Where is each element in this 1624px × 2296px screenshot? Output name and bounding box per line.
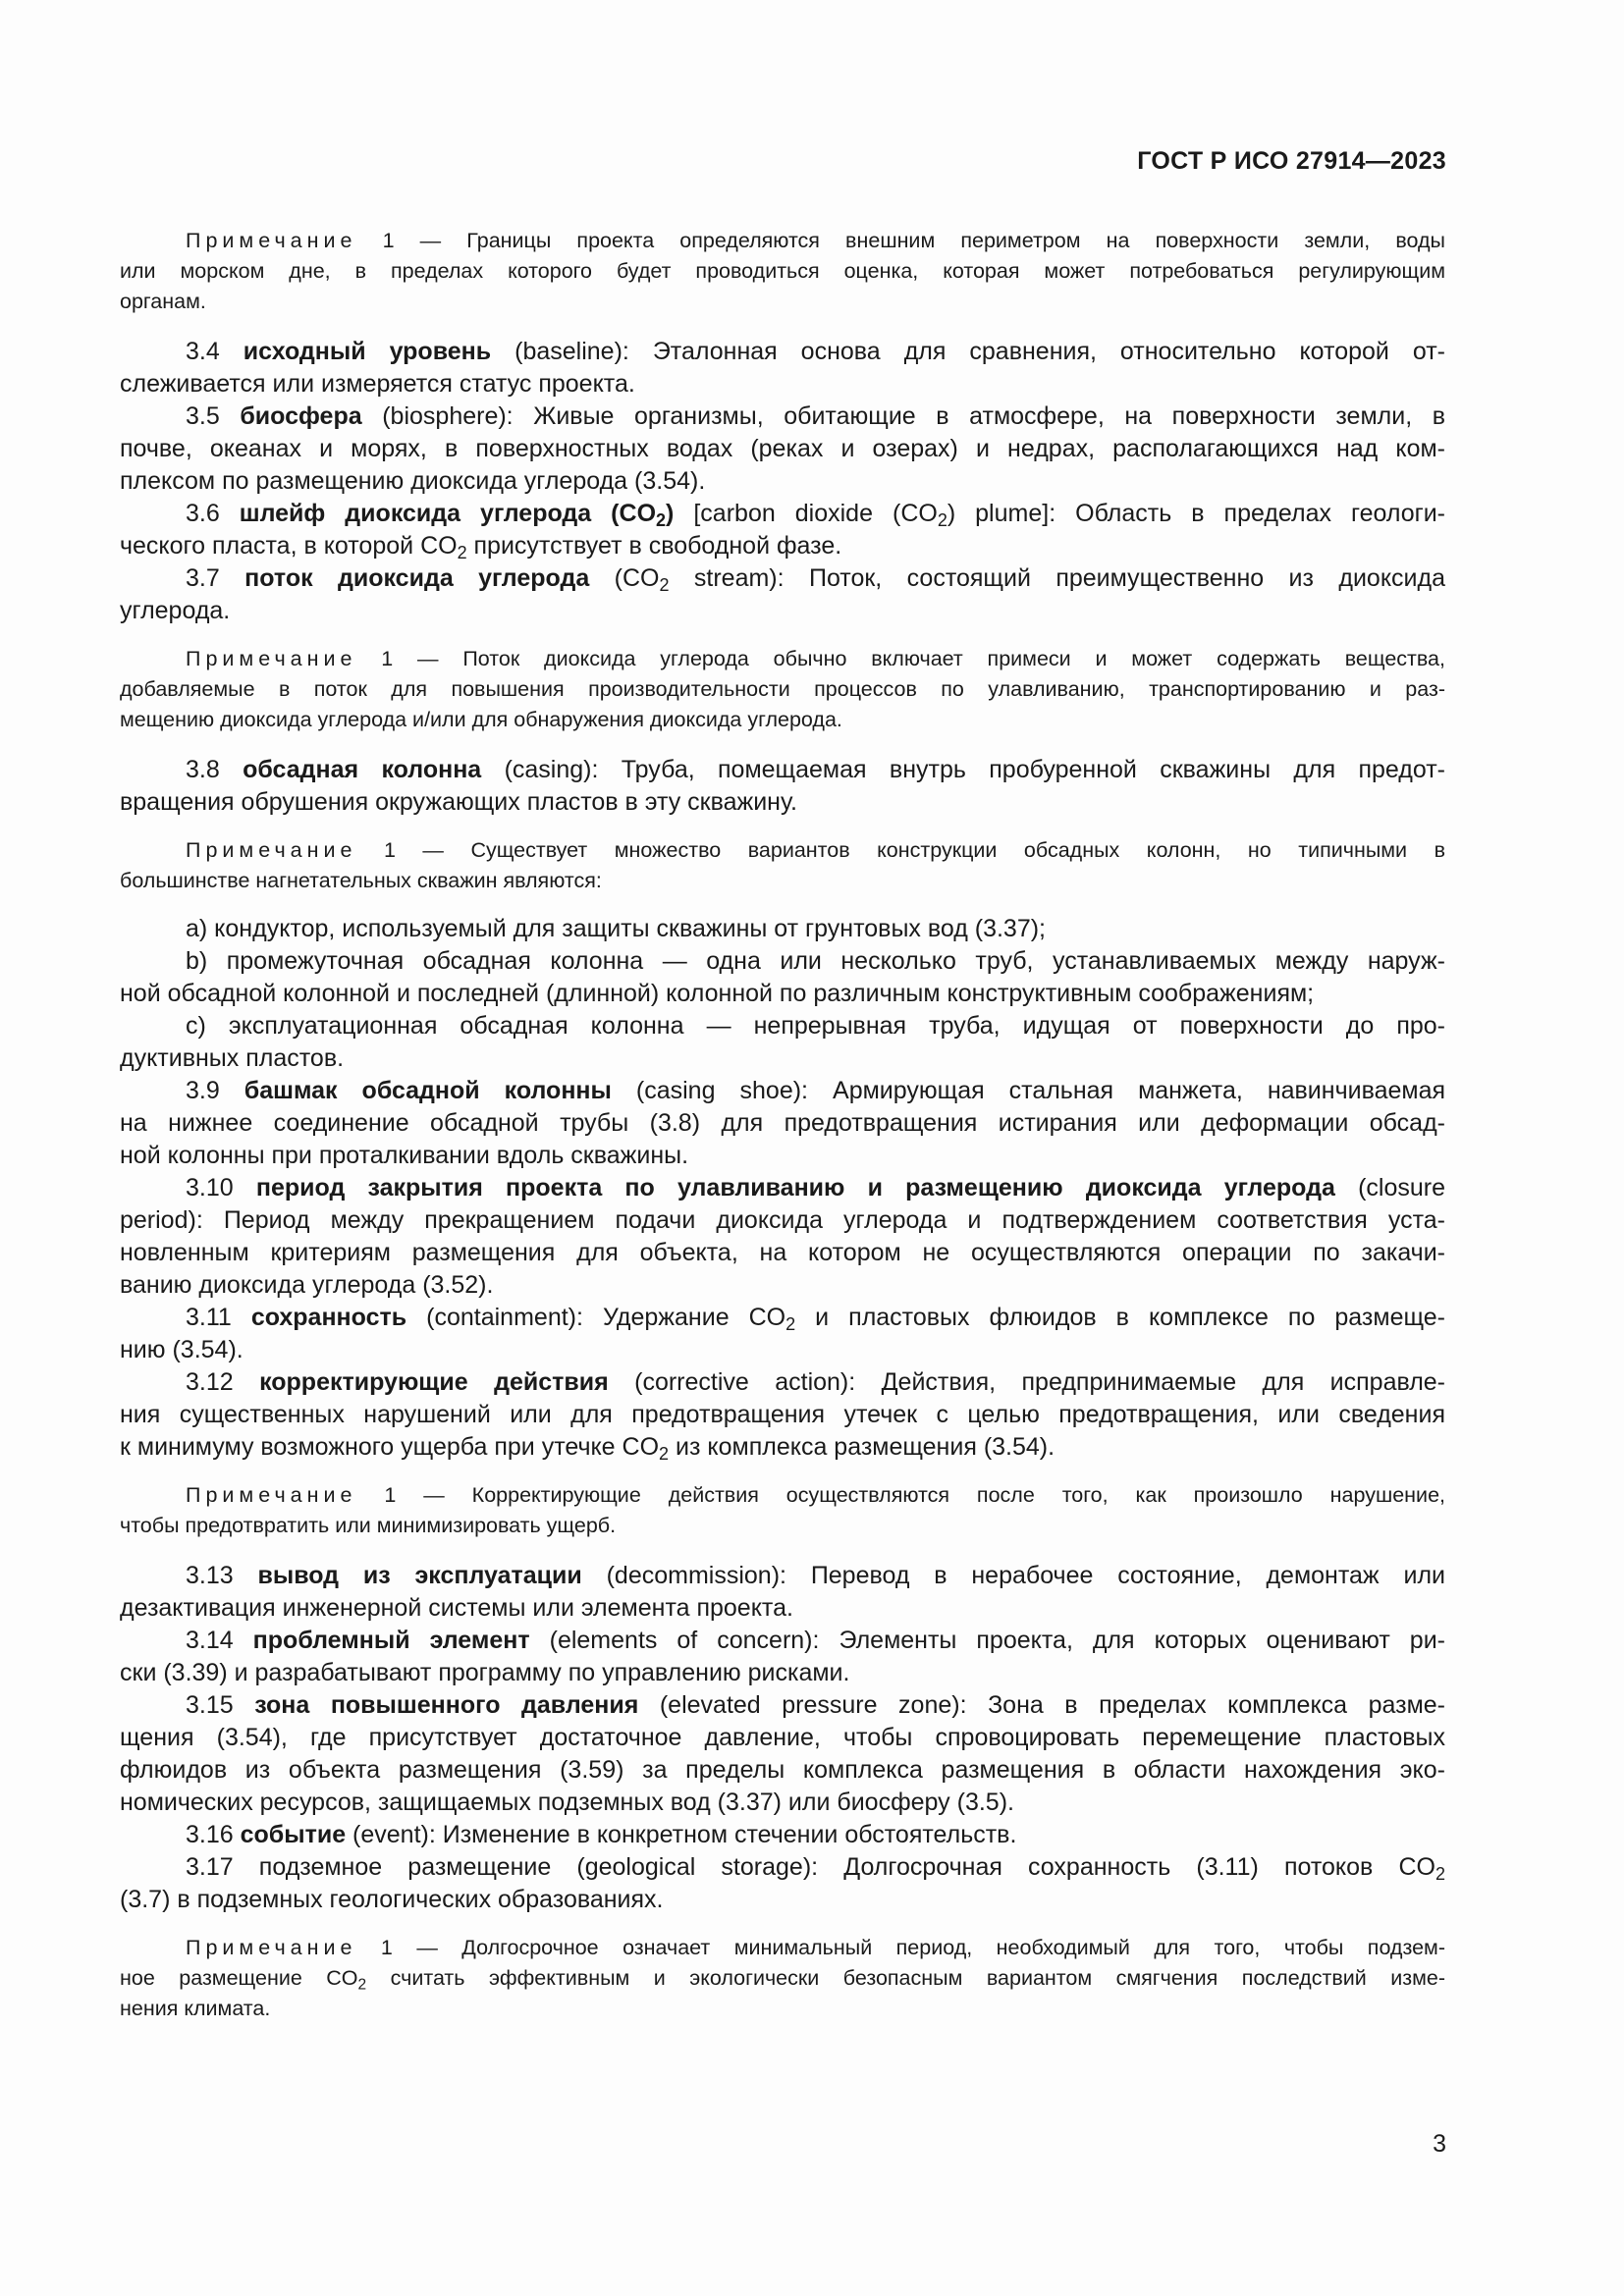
term-number: 3.17 <box>186 1853 259 1881</box>
term-3-9 <box>120 1075 1445 1172</box>
term-name: вывод из эксплуатации <box>257 1562 582 1589</box>
term-definition: подземное размещение (geological storage): Долгосрочная сохранность (3.11) потоков <box>258 1853 1399 1881</box>
term-line <box>120 754 1445 786</box>
term-definition: из комплекса размещения (3.54). <box>669 1433 1056 1461</box>
note-line <box>120 644 1445 674</box>
list-item-c-cont: дуктивных пластов. <box>120 1044 345 1072</box>
term-3-8 <box>120 754 1445 819</box>
note-number: 1 — <box>356 1936 462 1959</box>
note-text: Долгосрочное означает минимальный период, необходимый для того, чтобы подзем- <box>461 1936 1445 1959</box>
term-line <box>120 400 1445 433</box>
term-line: щения (3.54), где присутствует достаточное давление, чтобы спровоцировать перемещение пластовых <box>120 1724 1445 1751</box>
term-definition: присутствует в свободной фазе. <box>466 532 842 560</box>
term-number: 3.13 <box>186 1562 258 1589</box>
term-line: ной колонны при проталкивании вдоль скважины. <box>120 1142 689 1169</box>
term-line <box>120 1689 1445 1722</box>
note-text: считать эффективным и экологически безопасным вариантом смягчения последствий изме- <box>366 1966 1446 1990</box>
subscript: 2 <box>1435 1864 1445 1885</box>
term-definition: Действия, предпринимаемые для исправле- <box>881 1368 1446 1396</box>
term-english: ( <box>589 564 623 592</box>
note-number: 1 — <box>356 229 467 252</box>
term-line: номических ресурсов, защищаемых подземных вод (3.37) или биосферу (3.5). <box>120 1789 1014 1816</box>
term-name-part: ) <box>666 500 675 527</box>
term-definition: Область в пределах геологи- <box>1075 500 1446 527</box>
term-line: ванию диоксида углерода (3.52). <box>120 1271 494 1299</box>
term-english: (biosphere): <box>361 402 534 430</box>
subscript: 2 <box>785 1314 796 1335</box>
term-line: ния существенных нарушений или для предотвращения утечек с целью предотвращения, или сведения <box>120 1401 1445 1428</box>
note-text: Существует множество вариантов конструкции обсадных колонн, но типичными в <box>470 838 1445 862</box>
document-body <box>120 226 1445 2024</box>
term-number: 3.14 <box>186 1627 253 1654</box>
note-text: Корректирующие действия осуществляются после того, как произошло нарушение, <box>471 1483 1446 1507</box>
term-3-13 <box>120 1560 1445 1625</box>
term-line <box>120 530 1445 562</box>
term-line <box>120 1851 1445 1884</box>
note-label: Примечание <box>186 229 357 252</box>
term-line <box>120 1431 1445 1464</box>
term-line: (3.7) в подземных геологических образованиях. <box>120 1886 664 1913</box>
term-3-11 <box>120 1302 1445 1366</box>
term-english: (elements of concern): <box>529 1627 839 1654</box>
term-english: [carbon dioxide ( <box>674 500 901 527</box>
note-co2-stream <box>120 644 1445 735</box>
term-line <box>120 336 1445 368</box>
term-line: ски (3.39) и разрабатывают программу по управлению рисками. <box>120 1659 850 1686</box>
term-line: period): Период между прекращением подачи диоксида углерода и подтверждением соответствия уста- <box>120 1206 1445 1234</box>
note-label: Примечание <box>186 1483 357 1507</box>
term-number: 3.16 <box>186 1821 241 1848</box>
term-line <box>120 1172 1445 1204</box>
term-line: плексом по размещению диоксида углерода (3.54). <box>120 467 706 495</box>
term-definition: к минимуму возможного ущерба при утечке <box>120 1433 623 1461</box>
term-english: ) plume]: <box>947 500 1076 527</box>
term-line: углерода. <box>120 597 231 624</box>
term-english: (corrective action): <box>608 1368 882 1396</box>
note-project-boundary <box>120 226 1445 317</box>
term-3-5 <box>120 400 1445 498</box>
note-line: большинстве нагнетательных скважин являются: <box>120 869 602 892</box>
page-number: 3 <box>1433 2130 1446 2158</box>
term-3-15 <box>120 1689 1445 1819</box>
subscript: 2 <box>937 510 947 531</box>
co-formula: CO <box>622 1433 660 1461</box>
term-definition: Труба, помещаемая внутрь пробуренной скважины для предот- <box>621 756 1445 783</box>
term-definition: ческого пласта, в которой <box>120 532 421 560</box>
term-english: (containment): <box>406 1304 603 1331</box>
term-line <box>120 1560 1445 1592</box>
note-line: нения климата. <box>120 1997 271 2020</box>
term-definition: Зона в пределах комплекса разме- <box>988 1691 1446 1719</box>
term-name: исходный уровень <box>243 338 492 365</box>
note-number: 1 — <box>356 838 471 862</box>
term-number: 3.12 <box>186 1368 260 1396</box>
subscript: 2 <box>357 1976 367 1994</box>
list-item-b-cont: ной обсадной колонной и последней (длинной) колонной по различным конструктивным соображениям; <box>120 980 1315 1007</box>
term-line: дезактивация инженерной системы или элемента проекта. <box>120 1594 793 1622</box>
term-english: (elevated pressure zone): <box>638 1691 989 1719</box>
term-number: 3.6 <box>186 500 240 527</box>
list-item-c: c) эксплуатационная обсадная колонна — непрерывная труба, идущая от поверхности до про- <box>186 1012 1445 1040</box>
term-english: (casing shoe): <box>611 1077 834 1104</box>
term-english: (event): <box>346 1821 443 1848</box>
note-line <box>120 226 1445 256</box>
term-name: сохранность <box>250 1304 407 1331</box>
term-line <box>120 1819 1445 1851</box>
note-line <box>120 1480 1445 1511</box>
note-text: Границы проекта определяются внешним периметром на поверхности земли, воды <box>466 229 1445 252</box>
term-name: зона повышенного давления <box>254 1691 639 1719</box>
term-english: (casing): <box>481 756 622 783</box>
term-line: слеживается или измеряется статус проекта. <box>120 370 635 398</box>
term-english: (decommission): <box>581 1562 811 1589</box>
note-number: 1 — <box>356 647 463 670</box>
subscript: 2 <box>659 1444 670 1465</box>
term-3-6 <box>120 498 1445 562</box>
note-line <box>120 835 1445 866</box>
term-3-10 <box>120 1172 1445 1302</box>
term-line: на нижнее соединение обсадной трубы (3.8) для предотвращения истирания или деформации обсад- <box>120 1109 1445 1137</box>
term-line: нию (3.54). <box>120 1336 244 1363</box>
list-item-a: a) кондуктор, используемый для защиты скважины от грунтовых вод (3.37); <box>186 915 1047 942</box>
note-line <box>120 1933 1445 1963</box>
term-name: проблемный элемент <box>252 1627 530 1654</box>
term-definition: Удержание <box>602 1304 749 1331</box>
term-3-12 <box>120 1366 1445 1464</box>
term-line <box>120 498 1445 530</box>
note-line: мещению диоксида углерода и/или для обнаружения диоксида углерода. <box>120 708 842 731</box>
term-3-4 <box>120 336 1445 400</box>
term-definition: Живые организмы, обитающие в атмосфере, на поверхности земли, в <box>533 402 1446 430</box>
note-text: Поток диоксида углерода обычно включает примеси и может содержать вещества, <box>462 647 1445 670</box>
term-name <box>239 500 675 531</box>
term-3-16 <box>120 1819 1445 1851</box>
co-formula: CO <box>619 500 657 527</box>
note-number: 1 — <box>356 1483 472 1507</box>
term-number: 3.5 <box>186 402 241 430</box>
term-number: 3.7 <box>186 564 245 592</box>
term-line <box>120 1075 1445 1107</box>
note-line: добавляемые в поток для повышения производительности процессов по улавливанию, транспортированию и раз- <box>120 677 1445 701</box>
term-number: 3.15 <box>186 1691 255 1719</box>
list-item-b: b) промежуточная обсадная колонна — одна или несколько труб, устанавливаемых между наруж- <box>186 947 1445 975</box>
term-name: период закрытия проекта по улавливанию и размещению диоксида углерода <box>255 1174 1335 1201</box>
note-line: или морском дне, в пределах которого будет проводиться оценка, которая может потребоваться регулирующим <box>120 259 1445 283</box>
casing-list <box>120 913 1445 1075</box>
term-name: корректирующие действия <box>259 1368 609 1396</box>
term-definition: Армирующая стальная манжета, навинчиваемая <box>833 1077 1446 1104</box>
co-formula: CO <box>900 500 938 527</box>
note-label: Примечание <box>186 647 357 670</box>
term-line: флюидов из объекта размещения (3.59) за пределы комплекса размещения в области нахождения эко- <box>120 1756 1445 1784</box>
document-header: ГОСТ Р ИСО 27914—2023 <box>1137 147 1446 175</box>
co-formula: CO <box>622 564 660 592</box>
term-name: биосфера <box>240 402 362 430</box>
term-definition: и пластовых флюидов в комплексе по размеще- <box>795 1304 1445 1331</box>
term-number: 3.10 <box>186 1174 256 1201</box>
term-name: башмак обсадной колонны <box>244 1077 612 1104</box>
note-label: Примечание <box>186 1936 357 1959</box>
subscript: 2 <box>457 543 467 563</box>
term-name: событие <box>240 1821 347 1848</box>
note-label: Примечание <box>186 838 357 862</box>
term-definition: Перевод в нерабочее состояние, демонтаж или <box>810 1562 1445 1589</box>
term-number: 3.9 <box>186 1077 244 1104</box>
note-geological-storage <box>120 1933 1445 2024</box>
term-name-part: шлейф диоксида углерода ( <box>239 500 620 527</box>
term-line <box>120 1625 1445 1657</box>
term-line: вращения обрушения окружающих пластов в эту скважину. <box>120 788 797 816</box>
term-line: почве, океанах и морях, в поверхностных водах (реках и озерах) и недрах, располагающихся над ком- <box>120 435 1445 462</box>
note-line: органам. <box>120 290 206 313</box>
term-3-17 <box>120 1851 1445 1916</box>
co-formula: CO <box>420 532 458 560</box>
term-3-14 <box>120 1625 1445 1689</box>
term-definition: Элементы проекта, для которых оценивают ри- <box>839 1627 1445 1654</box>
note-corrective-action <box>120 1480 1445 1541</box>
term-english: stream): <box>669 564 809 592</box>
subscript: 2 <box>659 575 670 596</box>
term-line <box>120 1366 1445 1399</box>
term-number: 3.4 <box>186 338 244 365</box>
term-definition: Поток, состоящий преимущественно из диоксида <box>808 564 1445 592</box>
term-line <box>120 562 1445 595</box>
note-text: ное размещение <box>120 1966 327 1990</box>
term-name: поток диоксида углерода <box>244 564 590 592</box>
term-number: 3.11 <box>186 1304 251 1331</box>
note-line: чтобы предотвратить или минимизировать ущерб. <box>120 1514 617 1537</box>
co-formula: CO <box>748 1304 786 1331</box>
term-3-7 <box>120 562 1445 627</box>
term-name: обсадная колонна <box>243 756 482 783</box>
term-definition: Эталонная основа для сравнения, относительно которой от- <box>652 338 1446 365</box>
term-definition: Изменение в конкретном стечении обстоятельств. <box>442 1821 1017 1848</box>
term-english: (baseline): <box>491 338 653 365</box>
co-formula: CO <box>1398 1853 1435 1881</box>
co-formula: CO <box>326 1966 358 1990</box>
note-casing <box>120 835 1445 896</box>
term-line: новленным критериям размещения для объекта, на котором не осуществляются операции по закачи- <box>120 1239 1445 1266</box>
note-line <box>120 1963 1445 1994</box>
term-line <box>120 1302 1445 1334</box>
subscript: 2 <box>656 510 667 531</box>
term-english: (closure <box>1334 1174 1445 1201</box>
term-number: 3.8 <box>186 756 244 783</box>
